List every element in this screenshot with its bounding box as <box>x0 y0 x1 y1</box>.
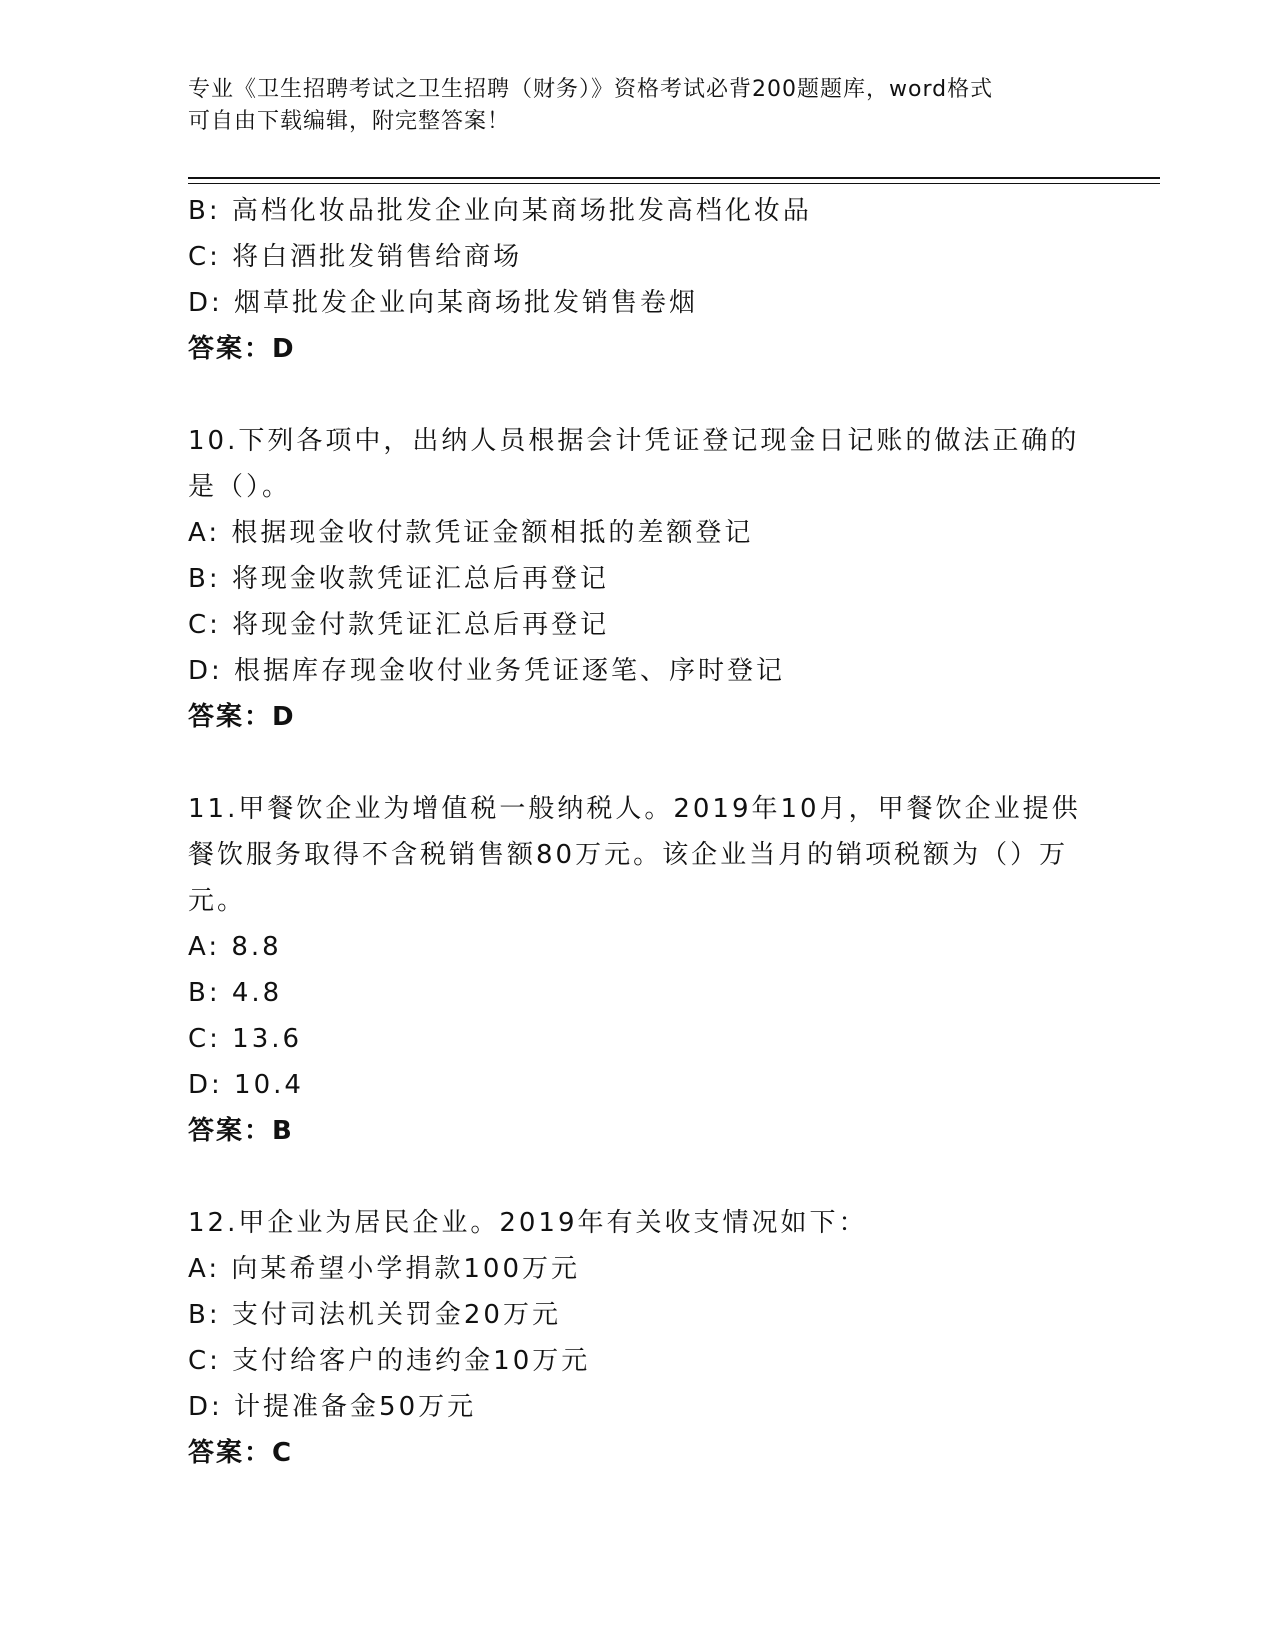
option-c: C: 支付给客户的违约金10万元 <box>188 1346 591 1376</box>
option-c: C: 将白酒批发销售给商场 <box>188 242 523 272</box>
question-stem-continued: 元。 <box>188 886 247 916</box>
option-a: A: 根据现金收付款凭证金额相抵的差额登记 <box>188 518 754 548</box>
document-header <box>188 74 1088 138</box>
question-stem: 12.甲企业为居民企业。2019年有关收支情况如下： <box>188 1208 868 1238</box>
option-c: C: 将现金付款凭证汇总后再登记 <box>188 610 610 640</box>
question-11 <box>188 786 1088 1154</box>
answer-label: 答案：B <box>188 1116 294 1146</box>
option-d: D: 根据库存现金收付业务凭证逐笔、序时登记 <box>188 656 786 686</box>
header-line-1: 专业《卫生招聘考试之卫生招聘（财务）》资格考试必背200题题库，word格式 <box>188 77 994 102</box>
option-c: C: 13.6 <box>188 1024 303 1054</box>
question-list <box>188 188 1088 1476</box>
header-divider-thick <box>188 177 1160 179</box>
answer-label: 答案：D <box>188 334 296 364</box>
option-a: A: 向某希望小学捐款100万元 <box>188 1254 580 1284</box>
option-b: B: 将现金收款凭证汇总后再登记 <box>188 564 609 594</box>
question-stem: 10.下列各项中，出纳人员根据会计凭证登记现金日记账的做法正确的 <box>188 426 1080 456</box>
option-b: B: 4.8 <box>188 978 283 1008</box>
question-stem-continued: 餐饮服务取得不含税销售额80万元。该企业当月的销项税额为（）万 <box>188 840 1069 870</box>
option-d: D: 烟草批发企业向某商场批发销售卷烟 <box>188 288 699 318</box>
option-d: D: 10.4 <box>188 1070 304 1100</box>
header-line-2: 可自由下载编辑，附完整答案！ <box>188 109 511 134</box>
answer-label: 答案：D <box>188 702 296 732</box>
header-divider-thin <box>188 183 1160 184</box>
question-12 <box>188 1200 1088 1476</box>
question-9-continued <box>188 188 1088 372</box>
spacer <box>188 1154 1088 1200</box>
option-b: B: 高档化妆品批发企业向某商场批发高档化妆品 <box>188 196 812 226</box>
spacer <box>188 740 1088 786</box>
option-d: D: 计提准备金50万元 <box>188 1392 477 1422</box>
question-stem: 11.甲餐饮企业为增值税一般纳税人。2019年10月，甲餐饮企业提供 <box>188 794 1081 824</box>
answer-label: 答案：C <box>188 1438 294 1468</box>
option-b: B: 支付司法机关罚金20万元 <box>188 1300 561 1330</box>
question-stem-continued: 是（）。 <box>188 472 292 502</box>
spacer <box>188 372 1088 418</box>
question-10 <box>188 418 1088 740</box>
option-a: A: 8.8 <box>188 932 282 962</box>
